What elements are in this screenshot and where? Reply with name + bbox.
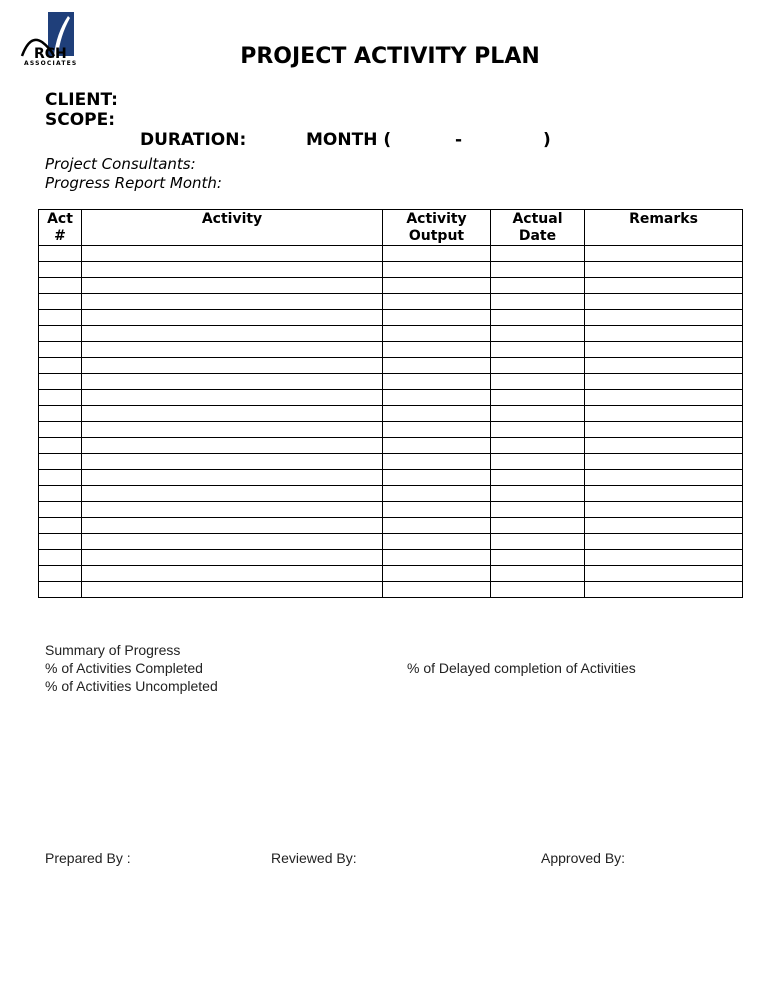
table-cell[interactable]: [585, 534, 743, 550]
table-cell[interactable]: [82, 422, 383, 438]
table-cell[interactable]: [383, 438, 491, 454]
table-cell[interactable]: [82, 246, 383, 262]
table-row: [39, 502, 743, 518]
table-cell[interactable]: [39, 374, 82, 390]
table-cell[interactable]: [39, 534, 82, 550]
logo-caption: ASSOCIATES: [24, 60, 78, 67]
table-cell[interactable]: [39, 358, 82, 374]
table-cell[interactable]: [491, 262, 585, 278]
summary-heading: Summary of Progress: [45, 642, 181, 658]
table-cell[interactable]: [585, 374, 743, 390]
table-cell[interactable]: [39, 342, 82, 358]
table-cell[interactable]: [383, 454, 491, 470]
table-cell[interactable]: [82, 550, 383, 566]
table-row: [39, 422, 743, 438]
table-cell[interactable]: [491, 310, 585, 326]
table-header-row: [39, 210, 743, 246]
page-title: PROJECT ACTIVITY PLAN: [240, 44, 540, 69]
table-cell[interactable]: [491, 550, 585, 566]
table-cell[interactable]: [82, 326, 383, 342]
table-row: [39, 358, 743, 374]
table-row: [39, 294, 743, 310]
table-cell[interactable]: [585, 342, 743, 358]
table-cell[interactable]: [585, 518, 743, 534]
table-cell[interactable]: [491, 486, 585, 502]
table-row: [39, 438, 743, 454]
table-row: [39, 582, 743, 598]
table-cell[interactable]: [585, 486, 743, 502]
table-cell[interactable]: [39, 582, 82, 598]
table-cell[interactable]: [39, 310, 82, 326]
table-cell[interactable]: [585, 294, 743, 310]
month-close: ): [543, 130, 551, 150]
table-cell[interactable]: [383, 582, 491, 598]
table-cell[interactable]: [491, 278, 585, 294]
table-cell[interactable]: [585, 262, 743, 278]
table-cell[interactable]: [383, 534, 491, 550]
duration-label: DURATION:: [140, 130, 247, 150]
table-cell[interactable]: [39, 422, 82, 438]
table-cell[interactable]: [491, 358, 585, 374]
column-header-activity-output: Activity Output: [383, 210, 491, 246]
table-cell[interactable]: [491, 438, 585, 454]
table-row: [39, 374, 743, 390]
table-cell[interactable]: [491, 502, 585, 518]
column-header-act-number: Act #: [39, 210, 82, 246]
table-cell[interactable]: [585, 502, 743, 518]
table-cell[interactable]: [82, 486, 383, 502]
table-cell[interactable]: [39, 502, 82, 518]
table-cell[interactable]: [39, 406, 82, 422]
table-cell[interactable]: [82, 518, 383, 534]
table-cell[interactable]: [82, 278, 383, 294]
table-cell[interactable]: [585, 582, 743, 598]
table-cell[interactable]: [491, 422, 585, 438]
table-cell[interactable]: [383, 326, 491, 342]
table-cell[interactable]: [383, 278, 491, 294]
table-cell[interactable]: [383, 406, 491, 422]
table-cell[interactable]: [491, 406, 585, 422]
consultants-label: Project Consultants:: [45, 155, 196, 173]
table-cell[interactable]: [585, 326, 743, 342]
table-cell[interactable]: [39, 470, 82, 486]
table-cell[interactable]: [383, 390, 491, 406]
table-row: [39, 262, 743, 278]
table-row: [39, 534, 743, 550]
table-row: [39, 342, 743, 358]
table-row: [39, 278, 743, 294]
table-cell[interactable]: [82, 566, 383, 582]
table-cell[interactable]: [82, 374, 383, 390]
table-cell[interactable]: [39, 326, 82, 342]
progress-month-label: Progress Report Month:: [45, 174, 222, 192]
table-cell[interactable]: [82, 502, 383, 518]
table-cell[interactable]: [82, 454, 383, 470]
table-cell[interactable]: [585, 550, 743, 566]
table-cell[interactable]: [491, 246, 585, 262]
table-cell[interactable]: [585, 278, 743, 294]
table-row: [39, 470, 743, 486]
client-label: CLIENT:: [45, 90, 118, 110]
column-header-remarks: Remarks: [585, 210, 743, 246]
activities-uncompleted-label: % of Activities Uncompleted: [45, 678, 218, 694]
activity-table-body: [39, 246, 743, 598]
table-cell[interactable]: [585, 438, 743, 454]
table-cell[interactable]: [585, 246, 743, 262]
table-cell[interactable]: [39, 390, 82, 406]
table-row: [39, 246, 743, 262]
reviewed-by-label: Reviewed By:: [271, 850, 357, 866]
table-cell[interactable]: [82, 358, 383, 374]
table-cell[interactable]: [383, 518, 491, 534]
table-cell[interactable]: [39, 278, 82, 294]
svg-text:RCH: RCH: [34, 46, 67, 62]
table-row: [39, 486, 743, 502]
table-cell[interactable]: [39, 486, 82, 502]
column-header-actual-date: Actual Date: [491, 210, 585, 246]
table-cell[interactable]: [585, 310, 743, 326]
month-dash: -: [455, 130, 463, 150]
table-row: [39, 326, 743, 342]
table-cell[interactable]: [383, 422, 491, 438]
table-cell[interactable]: [82, 294, 383, 310]
table-cell[interactable]: [585, 566, 743, 582]
table-row: [39, 406, 743, 422]
table-cell[interactable]: [39, 550, 82, 566]
table-cell[interactable]: [82, 438, 383, 454]
table-cell[interactable]: [39, 438, 82, 454]
table-cell[interactable]: [383, 470, 491, 486]
table-cell[interactable]: [491, 374, 585, 390]
table-cell[interactable]: [491, 518, 585, 534]
table-cell[interactable]: [491, 470, 585, 486]
table-cell[interactable]: [39, 294, 82, 310]
table-cell[interactable]: [585, 422, 743, 438]
column-header-activity: Activity: [82, 210, 383, 246]
table-cell[interactable]: [491, 390, 585, 406]
table-cell[interactable]: [82, 342, 383, 358]
table-row: [39, 310, 743, 326]
table-cell[interactable]: [383, 310, 491, 326]
table-cell[interactable]: [585, 454, 743, 470]
table-cell[interactable]: [585, 406, 743, 422]
prepared-by-label: Prepared By :: [45, 850, 131, 866]
table-row: [39, 454, 743, 470]
table-cell[interactable]: [82, 582, 383, 598]
table-cell[interactable]: [383, 294, 491, 310]
table-cell[interactable]: [383, 342, 491, 358]
table-cell[interactable]: [82, 534, 383, 550]
table-cell[interactable]: [491, 326, 585, 342]
table-cell[interactable]: [82, 406, 383, 422]
table-row: [39, 566, 743, 582]
delayed-completion-label: % of Delayed completion of Activities: [407, 660, 636, 676]
table-cell[interactable]: [39, 454, 82, 470]
table-cell[interactable]: [383, 358, 491, 374]
table-cell[interactable]: [585, 390, 743, 406]
table-cell[interactable]: [383, 246, 491, 262]
table-cell[interactable]: [383, 486, 491, 502]
approved-by-label: Approved By:: [541, 850, 626, 866]
table-cell[interactable]: [383, 566, 491, 582]
table-cell[interactable]: [585, 358, 743, 374]
table-row: [39, 390, 743, 406]
table-cell[interactable]: [39, 246, 82, 262]
activity-table: [38, 209, 743, 598]
table-cell[interactable]: [82, 310, 383, 326]
month-label: MONTH (: [306, 130, 392, 150]
table-cell[interactable]: [491, 294, 585, 310]
table-cell[interactable]: [82, 470, 383, 486]
table-cell[interactable]: [491, 582, 585, 598]
table-cell[interactable]: [383, 550, 491, 566]
table-cell[interactable]: [491, 454, 585, 470]
table-cell[interactable]: [383, 374, 491, 390]
scope-label: SCOPE:: [45, 110, 116, 130]
table-cell[interactable]: [39, 518, 82, 534]
table-row: [39, 550, 743, 566]
activities-completed-label: % of Activities Completed: [45, 660, 203, 676]
table-cell[interactable]: [383, 262, 491, 278]
table-cell[interactable]: [39, 566, 82, 582]
table-cell[interactable]: [82, 390, 383, 406]
table-cell[interactable]: [383, 502, 491, 518]
table-cell[interactable]: [39, 262, 82, 278]
table-row: [39, 518, 743, 534]
table-cell[interactable]: [491, 342, 585, 358]
table-cell[interactable]: [585, 470, 743, 486]
table-cell[interactable]: [491, 566, 585, 582]
table-cell[interactable]: [491, 534, 585, 550]
table-cell[interactable]: [82, 262, 383, 278]
